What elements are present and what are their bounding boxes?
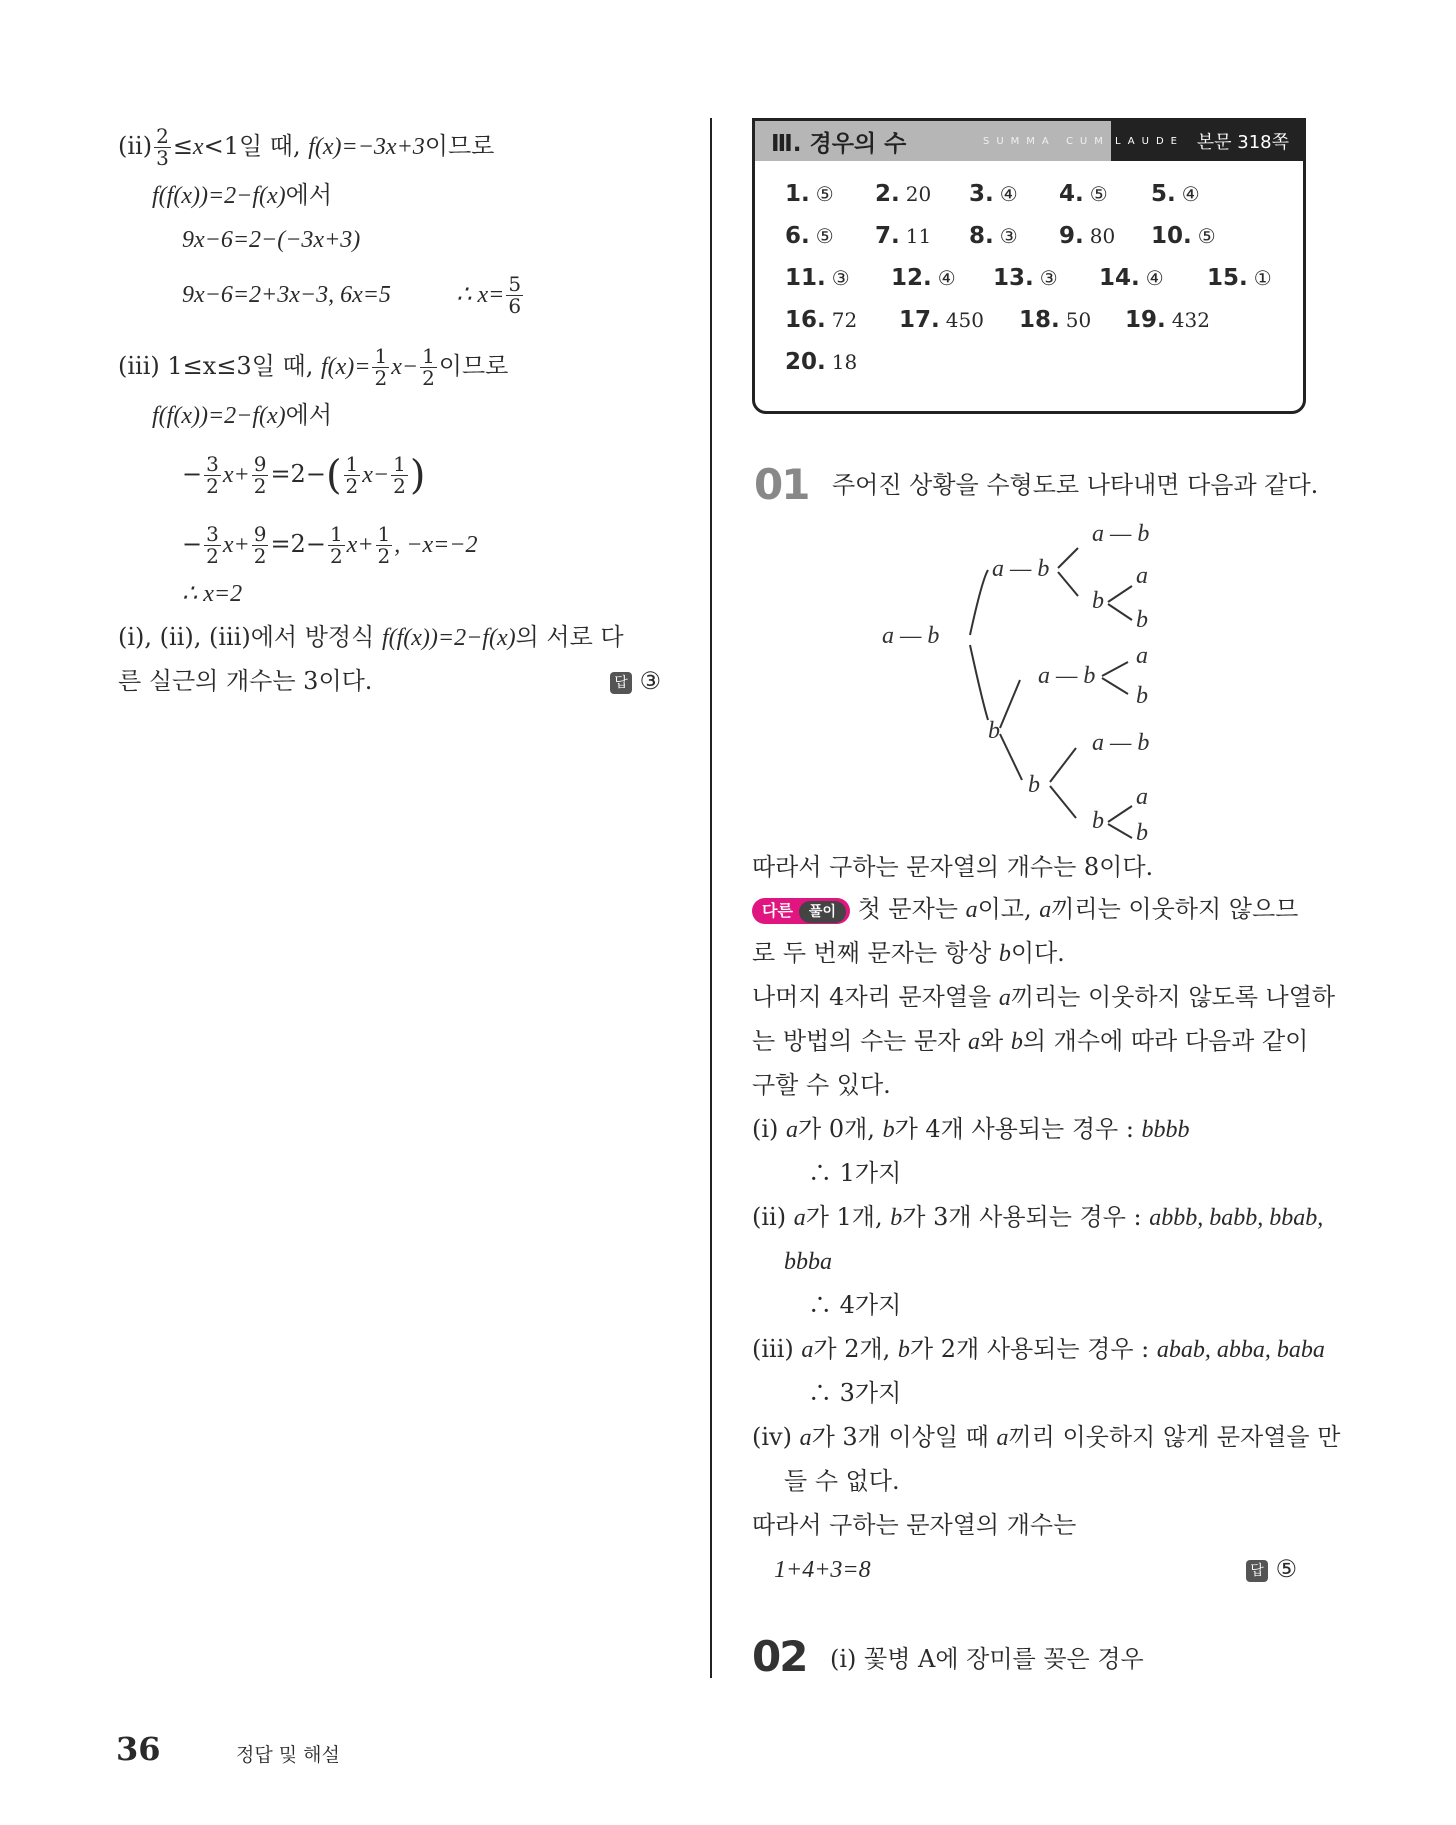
- question-number: 02: [752, 1632, 807, 1681]
- eq-line: [152, 180, 332, 211]
- answer-key-value: 450: [945, 308, 984, 332]
- tree-edge: [1102, 678, 1128, 694]
- math: abbb, babb, bbab,: [1149, 1205, 1324, 1231]
- page-ref-text: 본문 318쪽: [1196, 132, 1289, 153]
- den: 2: [345, 474, 359, 498]
- tree-node: a: [1136, 784, 1148, 810]
- alt-line: [752, 938, 1065, 969]
- math: bbbb: [1141, 1117, 1190, 1143]
- math: −: [182, 460, 203, 488]
- math: f(x)=: [320, 354, 371, 380]
- q02-text: [830, 1644, 1144, 1674]
- text: 들 수 없다.: [784, 1467, 900, 1495]
- answer-key-value: ③: [831, 266, 850, 290]
- var: a: [799, 1425, 812, 1451]
- answer-key-value: ⑤: [815, 182, 834, 206]
- den: 2: [377, 544, 391, 568]
- text: 의 개수에 따라 다음과 같이: [1022, 1027, 1309, 1055]
- case-ii-line: [118, 126, 494, 169]
- answer-key-item: [899, 307, 984, 333]
- text: (iv): [752, 1423, 800, 1451]
- page-number: 36: [116, 1730, 161, 1768]
- fraction: [252, 454, 269, 497]
- tree-edge: [1108, 806, 1132, 822]
- alt-solution-badge: [752, 898, 850, 924]
- math: 9x−6=2+3x−3, 6x=5: [182, 282, 391, 308]
- num: 5: [508, 272, 522, 296]
- tree-edge: [1000, 734, 1022, 780]
- math: 1+4+3=8: [774, 1557, 871, 1583]
- answer-key-number: 15.: [1207, 265, 1248, 291]
- answer-key-number: 18.: [1019, 307, 1060, 333]
- answer-key-number: 12.: [891, 265, 932, 291]
- num: 2: [156, 124, 169, 148]
- answer-mark: [610, 666, 661, 696]
- text: 이고,: [977, 895, 1040, 923]
- eq-line: [152, 400, 332, 431]
- math: 9x−6=2−(−3x+3): [182, 227, 361, 253]
- tree-node: a — b: [992, 556, 1050, 582]
- label: (ii): [118, 132, 153, 160]
- den: 2: [393, 474, 406, 498]
- text: 이므로: [438, 352, 509, 380]
- fraction: [328, 524, 345, 567]
- math: x+: [222, 532, 250, 558]
- text: 끼리는 이웃하지 않도록 나열하: [1010, 983, 1336, 1011]
- badge-inner: 풀이: [799, 901, 846, 923]
- num: 9: [253, 452, 267, 476]
- math: f(x)=−3x+3: [308, 134, 425, 160]
- tree-edge: [1108, 586, 1132, 602]
- text: 이다.: [1010, 939, 1065, 967]
- var: b: [1010, 1029, 1023, 1055]
- text: 따라서 구하는 문자열의 개수는: [752, 1511, 1077, 1539]
- answer-key-number: 10.: [1151, 223, 1192, 249]
- tree-node: a — b: [882, 623, 940, 649]
- fraction: [420, 346, 437, 389]
- answer-key-number: 19.: [1125, 307, 1166, 333]
- answer-key-value: ④: [937, 266, 956, 290]
- answer-value: ③: [639, 667, 662, 695]
- tree-node: b: [1028, 772, 1040, 798]
- brand-text: SUMMA CUM: [983, 135, 1110, 147]
- column-divider: [710, 118, 712, 1678]
- answer-key-value: 18: [831, 350, 858, 374]
- text: 가 3개 이상일 때: [811, 1423, 997, 1451]
- tree-edge: [1058, 572, 1078, 596]
- den: 2: [253, 474, 267, 498]
- question-number: 01: [754, 460, 809, 509]
- text: (ii): [752, 1203, 794, 1231]
- fraction: [372, 346, 389, 389]
- answer-key-value: ⑤: [815, 224, 834, 248]
- tree-edge: [1108, 824, 1132, 838]
- answer-key-value: 432: [1171, 308, 1210, 332]
- tree-node: b: [1092, 588, 1104, 614]
- tree-edge: [970, 570, 988, 635]
- answer-key-value: 20: [905, 182, 932, 206]
- text: 첫 문자는: [849, 895, 966, 923]
- answer-key-header: [755, 121, 1303, 161]
- answer-key-number: 9.: [1059, 223, 1084, 249]
- title-text: Ⅲ. 경우의 수: [771, 130, 907, 157]
- fraction: [391, 454, 408, 497]
- tree-node: b: [1136, 683, 1148, 709]
- math: ∴ x=: [456, 282, 505, 308]
- answer-key-value: ⑤: [1089, 182, 1108, 206]
- num: 3: [206, 522, 219, 546]
- num: 1: [422, 344, 435, 368]
- brand-text: LAUDE: [1115, 135, 1184, 147]
- den: 3: [156, 146, 169, 170]
- fraction: [506, 274, 523, 317]
- tree-node: b: [1092, 808, 1104, 834]
- math: ∴ x=2: [182, 581, 243, 607]
- answer-key-number: 1.: [785, 181, 810, 207]
- eq-line: [182, 224, 360, 255]
- answer-key-value: 80: [1089, 224, 1116, 248]
- answer-key-item: [969, 223, 1018, 249]
- answer-icon: 답: [1246, 1560, 1268, 1582]
- num: 1: [329, 522, 343, 546]
- eq-line: [182, 578, 242, 609]
- answer-key-item: [1019, 307, 1091, 333]
- answer-key-item: [1151, 223, 1216, 249]
- text: 끼리 이웃하지 않게 문자열을 만: [1008, 1423, 1341, 1451]
- case-line: [752, 1114, 1190, 1145]
- den: 2: [206, 474, 219, 498]
- answer-key-value: ①: [1253, 266, 1272, 290]
- answer-key-item: [1099, 265, 1164, 291]
- tree-diagram: [870, 510, 1200, 840]
- text: 가 2개 사용되는 경우 :: [909, 1335, 1157, 1363]
- answer-key-item: [1059, 223, 1115, 249]
- alt-line: [752, 1070, 891, 1100]
- tree-edge: [1000, 680, 1020, 728]
- answer-key-number: 5.: [1151, 181, 1176, 207]
- case-result: [808, 1158, 901, 1188]
- case-line: [784, 1466, 900, 1496]
- answer-key-number: 4.: [1059, 181, 1084, 207]
- tree-node: a — b: [1092, 521, 1150, 547]
- page-ref: [1111, 121, 1303, 161]
- case-line: [752, 1334, 1325, 1365]
- answer-key-value: 50: [1065, 308, 1092, 332]
- math: x−: [362, 462, 390, 488]
- var: b: [882, 1117, 895, 1143]
- text: 주어진 상황을 수형도로 나타내면 다음과 같다.: [832, 471, 1319, 499]
- text: 른 실근의 개수는 3이다.: [118, 667, 373, 695]
- fraction: [154, 126, 171, 169]
- text: 가 3개 사용되는 경우 :: [902, 1203, 1150, 1231]
- text: 와: [980, 1027, 1011, 1055]
- math: =2−: [270, 460, 326, 488]
- text: 구할 수 있다.: [752, 1071, 891, 1099]
- math: abab, abba, baba: [1156, 1337, 1325, 1363]
- tree-edge: [1050, 786, 1076, 818]
- answer-key-value: ④: [1181, 182, 1200, 206]
- footer-label: 정답 및 해설: [236, 1744, 340, 1766]
- num: 1: [345, 452, 359, 476]
- answer-key-value: ③: [999, 224, 1018, 248]
- fraction: [252, 524, 269, 567]
- var: b: [897, 1337, 910, 1363]
- tree-node: a — b: [1038, 663, 1096, 689]
- answer-key-box: [752, 118, 1306, 414]
- var: a: [968, 1029, 980, 1055]
- final-line: [752, 1510, 1076, 1540]
- final-eq: [774, 1554, 871, 1585]
- answer-key-value: ④: [1145, 266, 1164, 290]
- var: x: [192, 134, 204, 160]
- var: a: [793, 1205, 806, 1231]
- case-line: [784, 1246, 832, 1277]
- var: a: [1039, 897, 1052, 923]
- text: 로 두 번째 문자는 항상: [752, 939, 999, 967]
- den: 2: [206, 544, 219, 568]
- den: 2: [329, 544, 343, 568]
- answer-mark: [1246, 1554, 1297, 1584]
- tree-edge: [970, 645, 988, 720]
- badge-text: 다른: [762, 900, 793, 920]
- answer-key-number: 7.: [875, 223, 900, 249]
- label: (iii): [118, 352, 160, 380]
- math: f(f(x))=2−f(x): [152, 403, 286, 429]
- num: 1: [393, 452, 406, 476]
- den: 6: [508, 294, 522, 318]
- answer-key-number: 20.: [785, 349, 826, 375]
- answer-key-number: 17.: [899, 307, 940, 333]
- math: x+: [346, 532, 374, 558]
- text: ∴ 4가지: [808, 1291, 902, 1319]
- conclusion-line: [118, 622, 624, 653]
- case-line: [752, 1202, 1323, 1233]
- num: 1: [374, 344, 388, 368]
- answer-key-item: [875, 181, 931, 207]
- text: ∴ 3가지: [808, 1379, 902, 1407]
- text: 나머지 4자리 문자열을: [752, 983, 999, 1011]
- answer-key-value: ⑤: [1197, 224, 1216, 248]
- math: x+: [222, 462, 250, 488]
- eq-line: [182, 274, 525, 317]
- answer-key-item: [1059, 181, 1108, 207]
- answer-key-number: 6.: [785, 223, 810, 249]
- eq-line: − $\frac{3}{2}$ x+ $\frac{9}{2}$ =2−( $\frac{1}{2}$ x− $\frac{1}{2}$ ): [182, 452, 426, 499]
- text: 1≤x≤3일 때,: [167, 352, 321, 380]
- answer-key-item: [785, 307, 857, 333]
- eq-line: [182, 524, 478, 567]
- answer-key-number: 3.: [969, 181, 994, 207]
- text: 가 4개 사용되는 경우 :: [894, 1115, 1142, 1143]
- answer-key-number: 14.: [1099, 265, 1140, 291]
- answer-key-number: 16.: [785, 307, 826, 333]
- chapter-title: [755, 121, 1111, 161]
- text: ∴ 1가지: [808, 1159, 902, 1187]
- den: 2: [374, 366, 388, 390]
- text: (i), (ii), (iii)에서 방정식: [118, 623, 382, 651]
- answer-key-value: 72: [831, 308, 858, 332]
- text: 가 0개,: [798, 1115, 883, 1143]
- answer-key-item: [785, 181, 834, 207]
- alt-solution-line: [752, 894, 1298, 925]
- tree-node: a: [1136, 563, 1148, 589]
- var: a: [786, 1117, 799, 1143]
- answer-key-item: [875, 223, 931, 249]
- fraction: [204, 524, 221, 567]
- den: 2: [253, 544, 267, 568]
- conclusion-line: [118, 666, 372, 696]
- answer-key-item: [969, 181, 1018, 207]
- math: f(f(x))=2−f(x): [152, 183, 286, 209]
- text: 가 1개,: [805, 1203, 891, 1231]
- tree-edge: [1050, 748, 1076, 782]
- math: x−: [391, 354, 419, 380]
- den: 2: [422, 366, 435, 390]
- answer-key-value: 11: [905, 224, 932, 248]
- alt-line: [752, 982, 1335, 1013]
- num: 3: [206, 452, 219, 476]
- text: 에서: [285, 181, 333, 209]
- num: 9: [253, 522, 267, 546]
- text: (i) 꽃병 A에 장미를 꽂은 경우: [830, 1645, 1144, 1673]
- answer-key-item: [785, 223, 834, 249]
- answer-key-value: ③: [1039, 266, 1058, 290]
- case-result: [808, 1290, 901, 1320]
- var: a: [965, 897, 978, 923]
- text: 의 서로 다: [515, 623, 624, 651]
- text: 끼리는 이웃하지 않으므: [1051, 895, 1299, 923]
- case-line: [752, 1422, 1340, 1453]
- alt-line: [752, 1026, 1308, 1057]
- fraction: [204, 454, 221, 497]
- tree-node: b: [1136, 607, 1148, 633]
- answer-key-item: [785, 349, 857, 375]
- answer-key-number: 11.: [785, 265, 826, 291]
- answer-key-value: ④: [999, 182, 1018, 206]
- answer-key-number: 13.: [993, 265, 1034, 291]
- var: b: [890, 1205, 903, 1231]
- text: 에서: [285, 401, 333, 429]
- answer-key-item: [993, 265, 1058, 291]
- math: =2−: [270, 530, 326, 558]
- answer-key-number: 2.: [875, 181, 900, 207]
- tree-node: b: [988, 718, 1000, 744]
- math: bbba: [784, 1249, 832, 1275]
- text: (iii): [752, 1335, 802, 1363]
- case-iii-line: [118, 346, 508, 389]
- q01-conclusion: [752, 852, 1153, 882]
- text: 가 2개,: [813, 1335, 898, 1363]
- answer-key-item: [1125, 307, 1210, 333]
- answer-key-number: 8.: [969, 223, 994, 249]
- answer-key-item: [785, 265, 850, 291]
- tree-node: a: [1136, 643, 1148, 669]
- text: 이므로: [424, 132, 495, 160]
- answer-icon: 답: [610, 672, 632, 694]
- math: f(f(x))=2−f(x): [381, 625, 516, 651]
- var: b: [998, 941, 1011, 967]
- fraction: [344, 454, 361, 497]
- text: <1일 때,: [203, 132, 309, 160]
- math: −: [182, 530, 203, 558]
- text: 는 방법의 수는 문자: [752, 1027, 968, 1055]
- tree-edge: [1108, 604, 1132, 620]
- answer-key-item: [891, 265, 956, 291]
- text: 따라서 구하는 문자열의 개수는 8이다.: [752, 853, 1154, 881]
- tree-node: a — b: [1092, 730, 1150, 756]
- num: 1: [377, 522, 391, 546]
- q01-intro: [832, 470, 1318, 500]
- answer-key-item: [1207, 265, 1272, 291]
- var: a: [801, 1337, 814, 1363]
- answer-key-item: [1151, 181, 1200, 207]
- fraction: [376, 524, 393, 567]
- text: ≤: [172, 132, 193, 160]
- tree-edge: [1102, 662, 1128, 676]
- var: a: [998, 985, 1011, 1011]
- tree-edge: [1058, 548, 1078, 568]
- answer-value: ⑤: [1275, 1555, 1298, 1583]
- var: a: [996, 1425, 1009, 1451]
- case-result: [808, 1378, 901, 1408]
- math: , −x=−2: [394, 532, 478, 558]
- text: (i): [752, 1115, 787, 1143]
- tree-node: b: [1136, 820, 1148, 840]
